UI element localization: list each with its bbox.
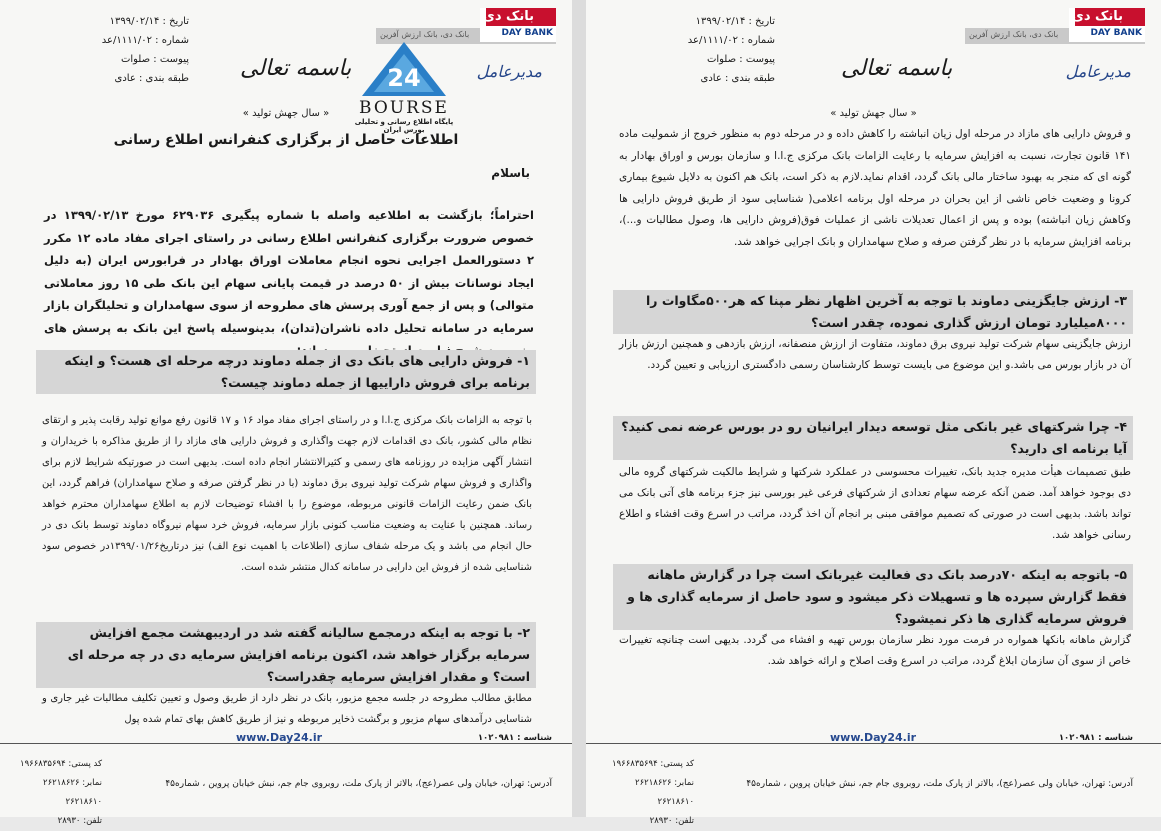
fax-2: ۲۶۲۱۸۶۱۰	[65, 797, 103, 807]
bank-name-en: DAY BANK	[1090, 28, 1142, 38]
fax-label: نمابر:	[82, 778, 103, 788]
answer-5: گزارش ماهانه بانکها همواره در فرمت مورد نظر سازمان بورس تهیه و افشاء می گردد. بدیهی است چنانچه تغییرات خاص از سوی آن سازمان ابلاغ گردد، مراتب در اسرع وقت اصلاح و ارائه خواهد شد.	[619, 634, 1131, 667]
question-4: ۴- چرا شرکتهای غیر بانکی مثل توسعه دیدار ایرانیان رو در بورس عرضه نمی کنید؟ آیا برنامه ای دارید؟	[613, 416, 1133, 460]
answer-1: با توجه به الزامات بانک مرکزی ج.ا.ا و در راستای اجرای مفاد مواد ۱۶ و ۱۷ قانون رفع موانع تولید رقابت پذیر و ارتقای نظام مالی کشور، بانک دی اقدامات لازم جهت واگذاری و فروش دارایی های مازاد را از طریق مذاکره با خریداران و انتشار آگهی مزایده در روزنامه های رسمی و کثیرالانتشار انجام داده است. بدیهی است در صورتیکه شرایط لازم برای واگذاری و فروش سهام شرکت تولید نیروی برق دماوند (با در نظر گرفتن صرفه و صلاح سهامداران) فراهم گردد، این بانک ضمن رعایت الزامات قانونی مربوطه، موضوع را با افشاء توضیحات لازم به اطلاع سهامداران محترم خواهد رساند. همچنین با عنایت به وضعیت مناسب کنونی بازار سرمایه، فروش خرد سهام نیروگاه دماوند توسط بانک دی در حال انجام می باشد و یک مرحله شفاف سازی (اطلاعات با اهمیت نوع الف) نیز درتاریخ۱۳۹۹/۰۱/۲۶در خصوص سود شناسایی شده از فروش این دارایی در سامانه کدال منتشر شده است.	[42, 415, 533, 573]
bank-name: بانک دی	[482, 9, 534, 24]
classification-label: طبقه بندی : عادی	[700, 73, 775, 84]
signature-id: شناسه : ۱۰۲۰۹۸۱	[1058, 733, 1133, 743]
manager-label: مدیرعامل	[1065, 62, 1131, 81]
day-bank-mark	[480, 8, 556, 42]
fax-label: نمابر:	[674, 778, 695, 788]
letter-meta	[14, 12, 189, 88]
number-label: شماره : ۱۱۱۱/۰۲/عد	[687, 35, 775, 46]
address: آدرس: تهران، خیابان ولی عصر(عج)، بالاتر از پارک ملت، روبروی جام جم، نبش خیابان پروین ، شماره۴۵	[165, 779, 552, 789]
postal-code: کد پستی: ۱۹۶۶۸۳۵۶۹۴	[612, 759, 695, 769]
day-bank-mark	[1069, 8, 1145, 42]
bank-tagline: بانک دی، بانک ارزش آفرین	[380, 30, 470, 39]
year-motto: « سال جهش تولید »	[830, 108, 917, 119]
phone: ۲۸۹۳۰	[649, 816, 673, 826]
bourse-logo-text: BOURSE	[359, 98, 449, 118]
letter-footer	[586, 727, 1161, 826]
question-5: ۵- باتوجه به اینکه ۷۰درصد بانک دی فعالیت غیربانک است چرا در گزارش ماهانه فقط گزارش سپرده ها و تسهیلات ذکر میشود و سود حاصل از سرمایه گذاری ها و فروش سرمایه گذاری ها ذکر نمیشود؟	[613, 564, 1133, 630]
letter-page-1	[0, 0, 572, 826]
manager-label: مدیرعامل	[476, 62, 542, 81]
letter-meta	[600, 12, 775, 88]
fax-2: ۲۶۲۱۸۶۱۰	[657, 797, 695, 807]
question-3: ۳- ارزش جایگزینی دماوند با توجه به آخرین اظهار نظر مپنا که هر۵۰۰مگاوات را ۸۰۰۰میلیارد تومان ارزش گذاری نموده، چقدر است؟	[613, 290, 1133, 334]
basmala: باسمه تعالی	[841, 56, 953, 81]
salutation: باسلام	[491, 166, 530, 180]
footer-divider	[586, 743, 1161, 744]
bourse-triangle-icon	[346, 40, 462, 100]
date-label: تاریخ : ۱۳۹۹/۰۲/۱۴	[109, 16, 189, 27]
phone: ۲۸۹۳۰	[57, 816, 81, 826]
svg-text:24: 24	[387, 64, 421, 92]
letter-footer	[0, 727, 572, 826]
bank-name: بانک دی	[1071, 9, 1123, 24]
answer-3: ارزش جایگزینی سهام شرکت تولید نیروی برق دماوند، متفاوت از ارزش منصفانه، ارزش بازدهی و همچنین ارزش بازار آن در بازار بورس می باشد.و این موضوع می بایست توسط کارشناسان رسمی دادگستری ارزیابی و تعیین گردد.	[619, 338, 1131, 371]
bourse-logo-subtitle: پایگاه اطلاع رسانی و تحلیلی بورس ایران	[354, 118, 454, 134]
basmala: باسمه تعالی	[240, 56, 352, 81]
address: آدرس: تهران، خیابان ولی عصر(عج)، بالاتر از پارک ملت، روبروی جام جم، نبش خیابان پروین ، شماره۴۵	[746, 779, 1133, 789]
answer-2: مطابق مطالب مطروحه در جلسه مجمع مزبور، بانک در نظر دارد از طریق وصول و تعیین تکلیف مطالبات غیر جاری و شناسایی درآمدهای سهام مزبور و برگشت ذخایر مربوطه و نیز از طریق کاهش بهای تمام شده پول	[42, 693, 532, 725]
bank-tagline: بانک دی، بانک ارزش آفرین	[969, 30, 1059, 39]
page-gap	[572, 0, 586, 817]
letter-page-2	[586, 0, 1161, 826]
website-link[interactable]: www.Day24.ir	[830, 731, 917, 744]
answer-4: طبق تصمیمات هیأت مدیره جدید بانک، تغییرات محسوسی در عملکرد شرکتها و شرایط مالکیت شرکتهای گروه مالی دی بوجود خواهد آمد. ضمن آنکه عرضه سهام تعدادی از شرکتهای فرعی غیر بورسی نیز جزء برنامه های آتی بانک می تواند باشد. بدیهی است در صورتی که تصمیم موافقی مبنی بر انجام آن اخذ گردد، مراتب در اسرع وقت افشاء و اطلاع رسانی خواهد شد.	[619, 466, 1131, 541]
attachment-label: پیوست : صلوات	[120, 54, 189, 65]
fax-1: ۲۶۲۱۸۶۲۶	[43, 778, 80, 788]
date-label: تاریخ : ۱۳۹۹/۰۲/۱۴	[695, 16, 775, 27]
bank-logo	[965, 6, 1145, 46]
question-1: ۱- فروش دارایی های بانک دی از جمله دماوند درچه مرحله ای هست؟ و اینکه برنامه برای فروش داراییها از جمله دماوند چیست؟	[36, 350, 536, 394]
letter-title: اطلاعات حاصل از برگزاری کنفرانس اطلاع رسانی	[113, 132, 459, 148]
postal-code: کد پستی: ۱۹۶۶۸۳۵۶۹۴	[20, 759, 103, 769]
intro-paragraph: احتراماً؛ بازگشت به اطلاعیه واصله با شماره پیگیری ۶۲۹۰۳۶ مورخ ۱۳۹۹/۰۲/۱۳ در خصوص ضرورت برگزاری کنفرانس اطلاع رسانی در راستای اجرای مفاد ماده ۱۲ مکرر ۲ دستورالعمل اجرایی نحوه انجام معاملات اوراق بهادار در فرابورس ایران (به دلیل ایجاد نوسانات بیش از ۵۰ درصد در قیمت پایانی سهام این بانک طی ۱۵ روز معاملاتی متوالی) و پس از جمع آوری پرسش های مطروحه از سوی سهامداران و تحلیلگران بازار سرمایه در سامانه تحلیل داده ناشران(تدان)، بدینوسیله پاسخ این بانک به پرسش های	[44, 208, 534, 335]
footer-divider	[0, 743, 572, 744]
classification-label: طبقه بندی : عادی	[114, 73, 189, 84]
website-link[interactable]: www.Day24.ir	[236, 731, 323, 744]
phone-label: تلفن:	[83, 816, 103, 826]
fax-1: ۲۶۲۱۸۶۲۶	[635, 778, 672, 788]
attachment-label: پیوست : صلوات	[706, 54, 775, 65]
question-2: ۲- با توجه به اینکه درمجمع سالیانه گفته شد در اردیبهشت مجمع افزایش سرمایه برگزار خواهد شد، اکنون برنامه افزایش سرمایه دی در چه مرحله ای است؟ و مقدار افزایش سرمایه چقدراست؟	[36, 622, 536, 688]
footer-contacts	[612, 755, 694, 831]
answer-2-continued: و فروش دارایی های مازاد در مرحله اول زیان انباشته را کاهش داده و در مرحله دوم به منظور خروج از شمولیت ماده ۱۴۱ قانون تجارت، نسبت به افزایش سرمایه با رعایت الزامات بانک مرکزی ج.ا.ا و سازمان بورس و اوراق بهادار به گونه ای که منجر به بهبود ساختار مالی بانک گردد، اقدام نماید.لازم به ذکر است، بانک هم اکنون به دلایل شیوع بیماری کرونا و وضعیت خاص ناشی از این بحران در مرحله اول برنامه اعلامی( شناسایی سود از طریق فروش دارایی ها وکاهش زیان انباشته) بوده و پس از اعمال تعدیلات ناشی از عملیات فوق(فروش دارایی ها، وصول مطالبات و...)، برنامه افزایش سرمایه با در نظر گرفتن صرفه و صلاح سهامداران و بانک اجرایی خواهد شد.	[619, 128, 1131, 248]
signature-id: شناسه : ۱۰۲۰۹۸۱	[477, 733, 552, 743]
phone-label: تلفن:	[675, 816, 695, 826]
bank-name-en: DAY BANK	[501, 28, 553, 38]
year-motto: « سال جهش تولید »	[242, 108, 330, 119]
number-label: شماره : ۱۱۱۱/۰۲/عد	[101, 35, 189, 46]
footer-contacts	[20, 755, 102, 831]
